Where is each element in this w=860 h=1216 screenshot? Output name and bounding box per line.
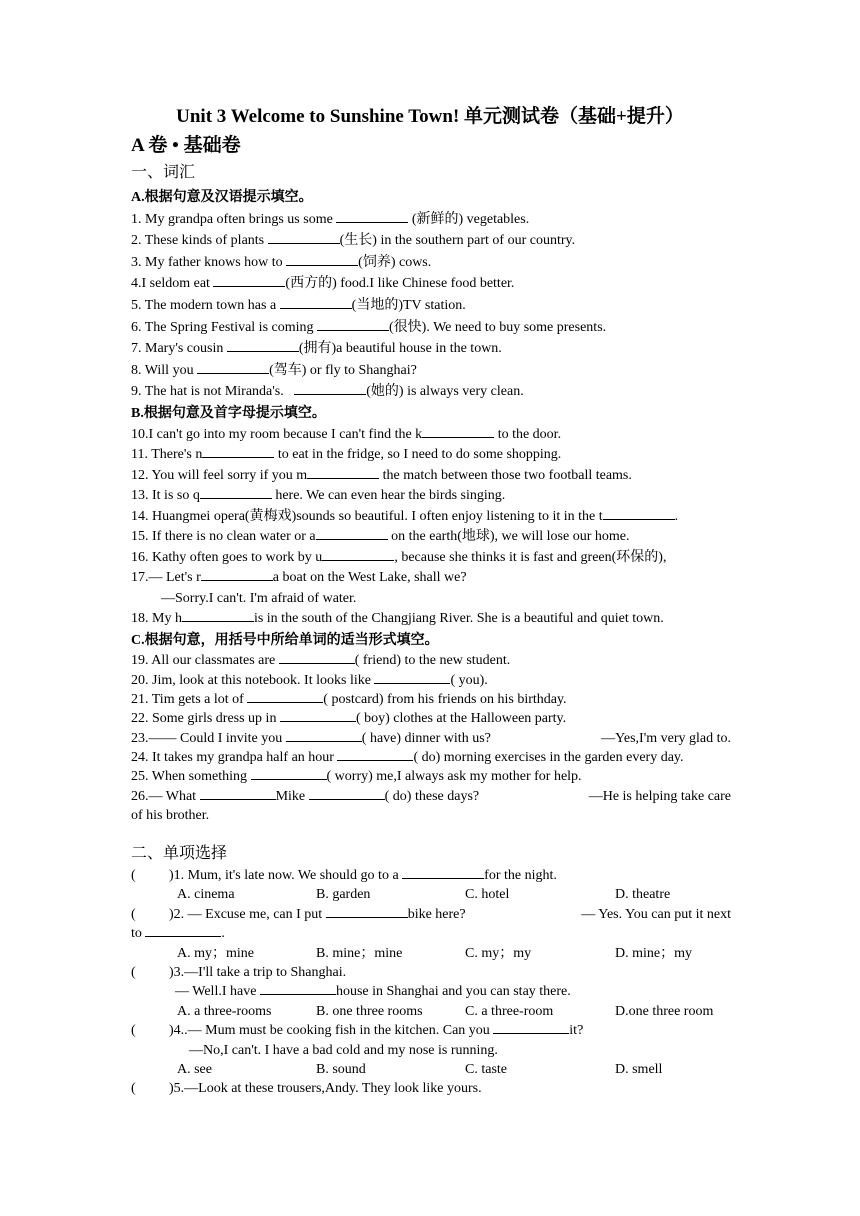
question-text: 15. If there is no clean water or a [131,529,316,545]
question-item [131,568,731,589]
question-text: ( do) these days? [384,788,480,804]
answer-text: —Yes,I'm very glad to. [601,730,731,746]
answer-paren[interactable]: ( [131,1023,136,1039]
answer-blank[interactable] [402,866,484,879]
answer-paren[interactable]: ( [131,906,136,922]
question-item [131,507,731,528]
question-text: , because she thinks it is fast and green(环保的), [394,549,667,565]
part-heading: C.根据句意，用括号中所给单词的适当形式填空。 [131,632,439,648]
answer-blank[interactable] [280,709,356,722]
mc-option[interactable]: C. a three-room [465,1003,554,1019]
part-heading: B.根据句意及首字母提示填空。 [131,405,326,421]
question-item [131,295,731,317]
question-item [131,381,731,403]
question-item [131,748,731,767]
answer-paren[interactable]: ( [131,964,136,980]
question-text: 17.— Let's r [131,570,201,586]
answer-blank[interactable] [247,690,323,703]
answer-blank[interactable] [202,445,274,458]
answer-blank[interactable] [268,231,340,244]
page-title: Unit 3 Welcome to Sunshine Town! 单元测试卷（基础+提升） [176,106,684,127]
question-item [131,729,731,748]
question-text: ( worry) me,I always ask my mother for help. [326,769,582,785]
answer-blank[interactable] [200,787,276,800]
mc-options [131,1002,731,1021]
question-item [131,209,731,231]
section-vocabulary-heading: 一、词汇 [131,164,196,181]
answer-blank[interactable] [422,425,494,438]
question-text: house in Shanghai and you can stay there. [335,984,571,1000]
question-text: 10.I can't go into my room because I can't find the k [131,426,423,442]
mc-option[interactable]: C. my；my [465,945,532,961]
mc-option[interactable]: A. a three-rooms [177,1003,272,1019]
question-continuation [131,924,731,943]
question-item [131,252,731,274]
mc-option[interactable]: D.one three room [615,1003,714,1019]
question-text: (新鲜的) vegetables. [408,211,530,227]
part-heading: A.根据句意及汉语提示填空。 [131,190,313,205]
question-item [131,787,731,806]
question-text: (很快). We need to buy some presents. [389,319,607,335]
answer-paren[interactable]: ( [131,1081,136,1097]
question-text: to the door. [494,426,562,442]
question-text: 1. My grandpa often brings us some [131,211,337,227]
mc-option[interactable]: D. smell [615,1061,663,1077]
question-item [131,273,731,295]
question-item [131,466,731,487]
question-text: 21. Tim gets a lot of [131,691,248,707]
mc-option[interactable]: D. mine；my [615,945,692,961]
question-text: it? [569,1023,584,1039]
answer-blank[interactable] [317,318,389,331]
question-text: 18. My h [131,611,182,627]
question-text: )3.—I'll take a trip to Shanghai. [169,964,347,980]
question-line [131,982,731,1001]
question-text: 13. It is so q [131,488,200,504]
question-item [131,486,731,507]
mc-options [131,1060,731,1079]
question-text: ( friend) to the new student. [354,653,511,669]
answer-blank[interactable] [201,568,273,581]
question-text: )4..— Mum must be cooking fish in the kitchen. Can you [169,1023,494,1039]
question-text: — Well.I have [175,984,260,1000]
question-text: is in the south of the Changjiang River. She is a beautiful and quiet town. [253,611,664,627]
question-item [131,690,731,709]
question-text: —Sorry.I can't. I'm afraid of water. [161,590,357,606]
answer-blank[interactable] [227,339,299,352]
answer-blank[interactable] [374,671,450,684]
question-text: 12. You will feel sorry if you m [131,467,308,483]
answer-blank[interactable] [286,253,358,266]
question-text: )5.—Look at these trousers,Andy. They look like yours. [169,1081,482,1097]
question-text: (她的) is always very clean. [366,384,524,400]
question-text: (拥有)a beautiful house in the town. [298,341,502,357]
question-text: 2. These kinds of plants [131,233,268,249]
question-text: ( have) dinner with us? [361,730,491,746]
question-text: 22. Some girls dress up in [131,711,280,727]
question-text: a boat on the West Lake, shall we? [272,570,467,586]
mc-question [131,963,731,982]
question-text: 20. Jim, look at this notebook. It looks like [131,672,375,688]
question-text: 23.—— Could I invite you [131,730,286,746]
mc-option[interactable]: B. sound [316,1061,366,1077]
mc-option[interactable]: B. one three rooms [316,1003,423,1019]
answer-blank[interactable] [316,527,388,540]
mc-option[interactable]: A. my；mine [177,945,254,961]
question-text: (当地的)TV station. [351,297,466,313]
question-text: )1. Mum, it's late now. We should go to a [169,868,403,883]
question-item [131,425,731,446]
question-text: (生长) in the southern part of our country. [339,233,576,249]
question-item [131,230,731,252]
question-text: 19. All our classmates are [131,653,279,669]
answer-blank[interactable] [197,361,269,374]
answer-blank[interactable] [322,548,394,561]
question-text: 4.I seldom eat [131,276,214,292]
question-item [131,445,731,466]
mc-option[interactable]: A. cinema [177,887,235,903]
answer-blank[interactable] [307,466,379,479]
mc-option[interactable]: D. theatre [615,887,671,903]
question-text: 8. Will you [131,362,198,378]
section-multiple-choice-heading: 二、单项选择 [131,845,228,862]
question-text: (驾车) or fly to Shanghai? [269,362,417,378]
mc-question [131,866,731,885]
question-item [131,317,731,339]
answer-blank[interactable] [200,486,272,499]
question-item [131,651,731,670]
question-item [131,360,731,382]
question-text: 6. The Spring Festival is coming [131,319,318,335]
question-text: to eat in the fridge, so I need to do some shopping. [274,447,562,463]
paper-a-heading: A 卷 • 基础卷 [131,135,241,156]
question-item [131,709,731,728]
vocabulary-section [131,187,731,826]
question-text: the match between those two football teams. [379,467,632,483]
question-item [131,767,731,786]
question-text: (西方的) food.I like Chinese food better. [285,276,515,292]
mc-option[interactable]: C. hotel [465,887,510,903]
mc-option[interactable]: B. mine；mine [316,945,403,961]
mc-options [131,944,731,963]
mc-question [131,1021,731,1040]
answer-blank[interactable] [280,296,352,309]
question-text: 16. Kathy often goes to work by u [131,549,323,565]
answer-text: —He is helping take care [588,788,731,804]
question-continuation: of his brother. [131,808,210,824]
question-text: — Yes. You can put it next [581,906,731,922]
mc-option[interactable]: C. taste [465,1061,507,1077]
answer-blank[interactable] [326,905,408,918]
question-text: . [674,508,679,524]
answer-blank[interactable] [309,787,385,800]
question-text: ( postcard) from his friends on his birthday. [323,691,567,707]
mc-question [131,905,731,924]
question-text: (饲养) cows. [358,254,432,270]
question-text: 26.— What [131,788,200,804]
question-text: 3. My father knows how to [131,254,287,270]
question-text: 14. Huangmei opera(黄梅戏)sounds so beautiful. I often enjoy listening to it in the t [131,508,603,524]
answer-blank[interactable] [182,609,254,622]
answer-blank[interactable] [145,924,221,937]
question-text: here. We can even hear the birds singing. [271,488,506,504]
question-line: —No,I can't. I have a bad cold and my nose is running. [189,1042,498,1058]
answer-blank[interactable] [251,767,327,780]
answer-blank[interactable] [603,507,675,520]
mc-option[interactable]: B. garden [316,887,371,903]
question-text: 7. Mary's cousin [131,341,227,357]
question-item [131,589,731,610]
question-text: bike here? [407,906,466,922]
answer-blank[interactable] [279,651,355,664]
question-item [131,609,731,630]
question-text: 9. The hat is not Miranda's. [131,384,295,400]
question-text: . [221,926,225,942]
answer-blank[interactable] [337,748,413,761]
question-item [131,527,731,548]
question-text: ( you). [450,672,488,688]
question-text: 25. When something [131,769,251,785]
answer-blank[interactable] [493,1021,569,1034]
question-text: 5. The modern town has a [131,297,280,313]
multiple-choice-section [131,866,731,1099]
question-text: on the earth(地球), we will lose our home. [387,529,630,545]
question-text: ( boy) clothes at the Halloween party. [355,711,567,727]
answer-blank[interactable] [213,274,285,287]
question-text: for the night. [484,868,557,883]
question-text: ( do) morning exercises in the garden every day. [413,750,684,766]
question-text: 11. There's n [131,447,203,463]
question-item [131,671,731,690]
question-text: 24. It takes my grandpa half an hour [131,750,338,766]
mc-question [131,1079,731,1098]
answer-blank[interactable] [294,382,366,395]
question-item [131,548,731,569]
mc-option[interactable]: A. see [177,1061,212,1077]
answer-blank[interactable] [286,729,362,742]
answer-blank[interactable] [260,982,336,995]
question-item [131,338,731,360]
mc-options [131,885,731,904]
question-text: to [131,926,146,942]
answer-blank[interactable] [336,210,408,223]
answer-paren[interactable]: ( [131,868,136,883]
question-text: )2. — Excuse me, can I put [169,906,326,922]
question-text: Mike [275,788,309,804]
